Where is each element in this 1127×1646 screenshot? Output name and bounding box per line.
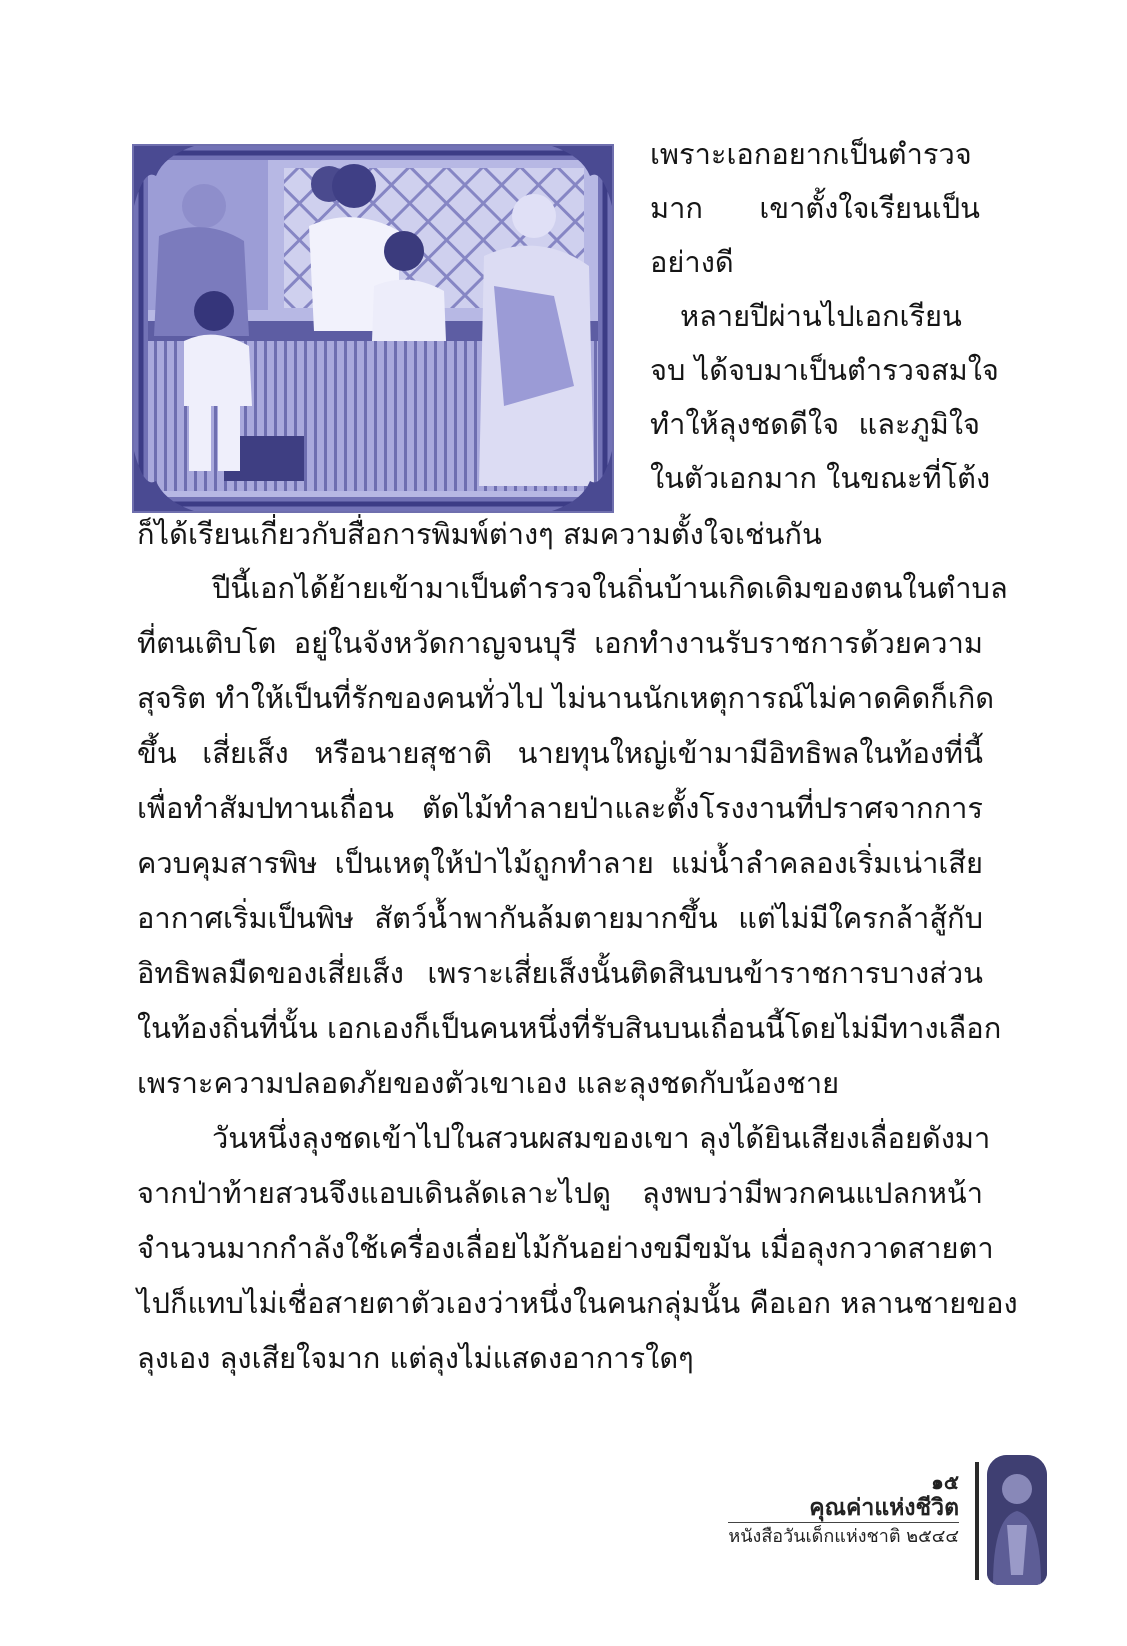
page-number: ๑๕ — [931, 1470, 959, 1494]
body-text-line: อิทธิพลมืดของเสี่ยเส็ง เพราะเสี่ยเส็งนั้นติดสินบนข้าราชการบางส่วน — [137, 956, 983, 990]
side-text-line: ในตัวเอกมาก ในขณะที่โต้ง — [650, 461, 991, 495]
body-text-line: ก็ได้เรียนเกี่ยวกับสื่อการพิมพ์ต่างๆ สมความตั้งใจเช่นกัน — [137, 517, 822, 551]
body-text-line: ไปก็แทบไม่เชื่อสายตาตัวเองว่าหนึ่งในคนกลุ่มนั้น คือเอก หลานชายของ — [137, 1286, 1018, 1320]
body-text-line: ที่ตนเติบโต อยู่ในจังหวัดกาญจนบุรี เอกทำงานรับราชการด้วยความ — [137, 626, 983, 660]
body-text-line: ปีนี้เอกได้ย้ายเข้ามาเป็นตำรวจในถิ่นบ้านเกิดเดิมของตนในตำบล — [212, 571, 1008, 605]
side-text-line: มาก เขาตั้งใจเรียนเป็น — [650, 191, 980, 225]
body-text-line: ในท้องถิ่นที่นั้น เอกเองก็เป็นคนหนึ่งที่รับสินบนเถื่อนนี้โดยไม่มีทางเลือก — [137, 1011, 1002, 1045]
side-text-line: เพราะเอกอยากเป็นตำรวจ — [650, 137, 972, 171]
book-subtitle: หนังสือวันเด็กแห่งชาติ ๒๕๔๔ — [728, 1522, 959, 1549]
body-text-line: สุจริต ทำให้เป็นที่รักของคนทั่วไป ไม่นานนักเหตุการณ์ไม่คาดคิดก็เกิด — [137, 681, 995, 715]
page-footer — [728, 1470, 959, 1549]
body-text-line: เพราะความปลอดภัยของตัวเขาเอง และลุงชดกับน้องชาย — [137, 1066, 840, 1100]
body-text-line: ควบคุมสารพิษ เป็นเหตุให้ป่าไม้ถูกทำลาย แม่น้ำลำคลองเริ่มเน่าเสีย — [137, 846, 983, 880]
side-text-line: จบ ได้จบมาเป็นตำรวจสมใจ — [650, 353, 999, 387]
body-text-line: ขึ้น เสี่ยเส็ง หรือนายสุชาติ นายทุนใหญ่เข้ามามีอิทธิพลในท้องที่นี้ — [137, 736, 983, 770]
body-text-line: วันหนึ่งลุงชดเข้าไปในสวนผสมของเขา ลุงได้ยินเสียงเลื่อยดังมา — [212, 1121, 991, 1155]
body-text-line: อากาศเริ่มเป็นพิษ สัตว์น้ำพากันล้มตายมากขึ้น แต่ไม่มีใครกล้าสู้กับ — [137, 901, 983, 935]
side-text-line: ทำให้ลุงชดดีใจ และภูมิใจ — [650, 407, 980, 441]
body-text-line: ลุงเอง ลุงเสียใจมาก แต่ลุงไม่แสดงอาการใดๆ — [137, 1341, 694, 1375]
side-text-line: หลายปีผ่านไปเอกเรียน — [680, 299, 962, 333]
body-text-line: จำนวนมากกำลังใช้เครื่องเลื่อยไม้กันอย่างขมีขมัน เมื่อลุงกวาดสายตา — [137, 1231, 994, 1265]
illustration-photo — [132, 144, 614, 513]
body-text-line: เพื่อทำสัมปทานเถื่อน ตัดไม้ทำลายป่าและตั้งโรงงานที่ปราศจากการ — [137, 791, 983, 825]
book-title: คุณค่าแห่งชีวิต — [809, 1495, 959, 1521]
body-text-line: จากป่าท้ายสวนจึงแอบเดินลัดเลาะไปดู ลุงพบว่ามีพวกคนแปลกหน้า — [137, 1176, 983, 1210]
side-text-line: อย่างดี — [650, 245, 734, 279]
footer-divider — [975, 1462, 979, 1580]
portrait-image — [987, 1455, 1047, 1585]
